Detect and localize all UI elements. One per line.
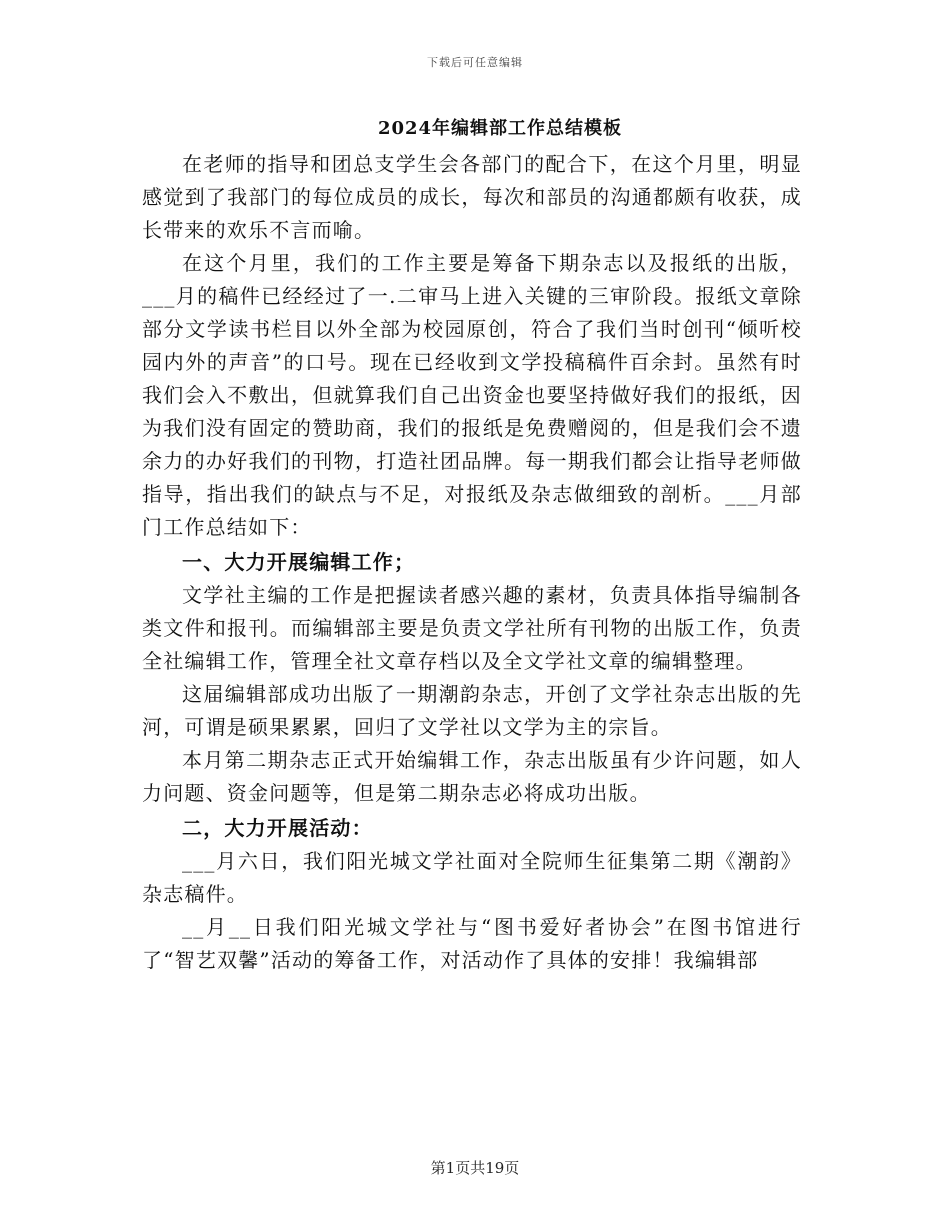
header-note: 下载后可任意编辑: [427, 56, 523, 69]
section-heading: 一、大力开展编辑工作；: [182, 550, 416, 574]
paragraph: 本月第二期杂志正式开始编辑工作，杂志出版虽有少许问题，如人力问题、资金问题等，但是第二期杂志必将成功出版。: [142, 748, 802, 805]
paragraph: 文学社主编的工作是把握读者感兴趣的素材，负责具体指导编制各类文件和报刊。而编辑部主要是负责文学社所有刊物的出版工作，负责全社编辑工作，管理全社文章存档以及全文学社文章的编辑整理。: [142, 583, 802, 673]
paragraph: __月__日我们阳光城文学社与“图书爱好者协会”在图书馆进行了“智艺双馨”活动的筹备工作，对活动作了具体的安排！我编辑部: [142, 915, 802, 972]
paragraph: ___月六日，我们阳光城文学社面对全院师生征集第二期《潮韵》杂志稿件。: [142, 849, 802, 906]
paragraph: 在这个月里，我们的工作主要是筹备下期杂志以及报纸的出版，___月的稿件已经经过了一.二审马上进入关键的三审阶段。报纸文章除部分文学读书栏目以外全部为校园原创，符合了我们当时创刊“倾听校园内外的声音”的口号。现在已经收到文学投稿稿件百余封。虽然有时我们会入不敷出，但就算我们自己出资金也要坚持做好我们的报纸，因为我们没有固定的赞助商，我们的报纸是免费赠阅的，但是我们会不遗余力的办好我们的刊物，打造社团品牌。每一期我们都会让指导老师做指导，指出我们的缺点与不足，对报纸及杂志做细致的剖析。___月部门工作总结如下：: [142, 251, 802, 539]
page-number: 第1页共19页: [430, 1159, 520, 1177]
document-body: [142, 148, 802, 977]
section-heading: 二，大力开展活动：: [182, 816, 373, 840]
paragraph: 这届编辑部成功出版了一期潮韵杂志，开创了文学社杂志出版的先河，可谓是硕果累累，回归了文学社以文学为主的宗旨。: [142, 682, 802, 739]
document-title: 2024年编辑部工作总结模板: [377, 118, 623, 139]
paragraph: 在老师的指导和团总支学生会各部门的配合下，在这个月里，明显感觉到了我部门的每位成员的成长，每次和部员的沟通都颇有收获，成长带来的欢乐不言而喻。: [142, 152, 802, 242]
